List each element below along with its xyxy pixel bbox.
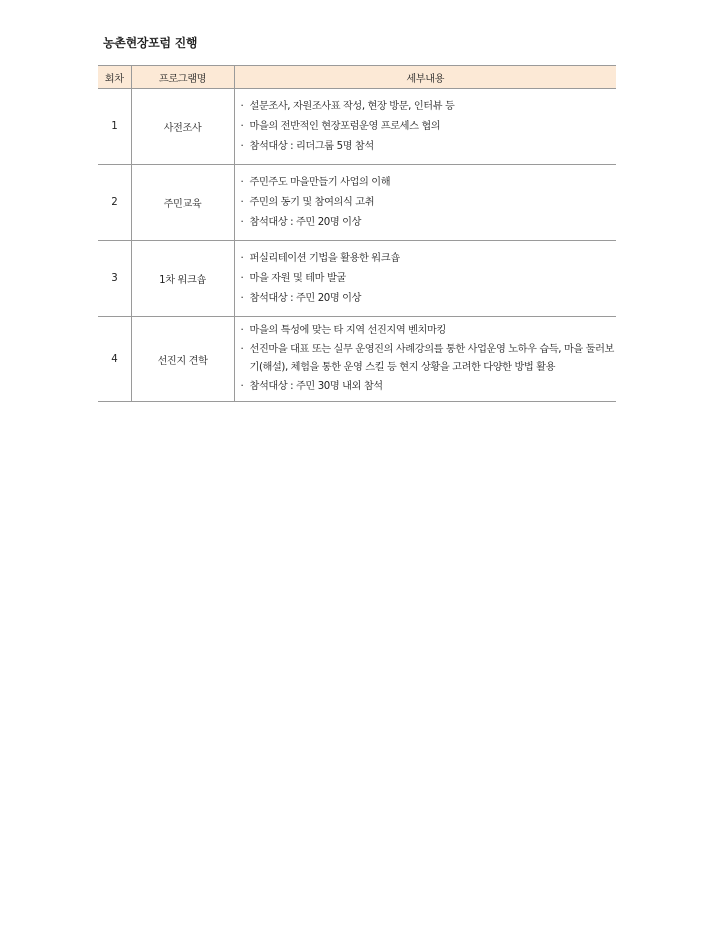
detail-item <box>241 193 617 213</box>
table-row <box>98 241 616 317</box>
detail-text: 주민의 동기 및 참여의식 고취 <box>249 196 375 208</box>
details-cell <box>234 241 616 317</box>
detail-item <box>241 173 617 193</box>
bullet-mark: · <box>240 381 244 392</box>
program-name: 선진지 견학 <box>131 317 234 402</box>
header-program: 프로그램명 <box>131 66 234 89</box>
details-list <box>235 93 617 161</box>
table-row <box>98 89 616 165</box>
bullet-mark: · <box>240 292 244 304</box>
detail-item <box>241 213 617 233</box>
header-details: 세부내용 <box>234 66 616 89</box>
details-cell <box>234 165 616 241</box>
bullet-mark: · <box>240 100 244 112</box>
detail-text: 마을의 전반적인 현장포럼운영 프로세스 협의 <box>249 120 441 132</box>
bullet-mark: · <box>240 120 244 132</box>
table-row <box>98 317 616 402</box>
header-session: 회차 <box>98 66 131 89</box>
bullet-mark: · <box>240 325 244 336</box>
detail-item <box>241 269 617 289</box>
details-list <box>235 169 617 237</box>
session-number: 1 <box>98 89 131 165</box>
details-list <box>235 317 617 401</box>
forum-schedule-table <box>98 65 616 402</box>
program-name: 1차 워크숍 <box>131 241 234 317</box>
document-title: 농촌현장포럼 진행 <box>103 36 198 50</box>
details-cell <box>234 89 616 165</box>
detail-item <box>241 377 617 397</box>
table-header-row <box>98 66 616 89</box>
detail-text: 참석대상 : 주민 20명 이상 <box>249 292 362 304</box>
detail-item <box>241 341 617 377</box>
session-number: 3 <box>98 241 131 317</box>
table-row <box>98 165 616 241</box>
detail-text: 참석대상 : 주민 20명 이상 <box>249 216 362 228</box>
bullet-mark: · <box>240 140 244 152</box>
detail-text: 마을 자원 및 테마 발굴 <box>249 272 346 284</box>
detail-item <box>241 117 617 137</box>
bullet-mark: · <box>240 344 244 355</box>
bullet-mark: · <box>240 196 244 208</box>
details-cell <box>234 317 616 402</box>
details-list <box>235 245 617 313</box>
bullet-mark: · <box>240 252 244 264</box>
session-number: 4 <box>98 317 131 402</box>
bullet-mark: · <box>240 272 244 284</box>
detail-text: 마을의 특성에 맞는 타 지역 선진지역 벤치마킹 <box>249 325 446 336</box>
detail-item <box>241 97 617 117</box>
detail-text: 선진마을 대표 또는 실무 운영진의 사례강의를 통한 사업운영 노하우 습득, 마을 둘러보기(해설), 체험을 통한 운영 스킬 등 현지 상황을 고려한 다양한 방법 활용 <box>249 344 614 373</box>
detail-text: 퍼실리테이션 기법을 활용한 워크숍 <box>249 252 400 264</box>
detail-item <box>241 249 617 269</box>
program-name: 사전조사 <box>131 89 234 165</box>
detail-text: 주민주도 마을만들기 사업의 이해 <box>249 176 391 188</box>
detail-item <box>241 321 617 341</box>
session-number: 2 <box>98 165 131 241</box>
bullet-mark: · <box>240 176 244 188</box>
bullet-mark: · <box>240 216 244 228</box>
detail-text: 참석대상 : 리더그룹 5명 참석 <box>249 140 374 152</box>
program-name: 주민교육 <box>131 165 234 241</box>
detail-text: 참석대상 : 주민 30명 내외 참석 <box>249 381 383 392</box>
detail-item <box>241 289 617 309</box>
detail-text: 설문조사, 자원조사표 작성, 현장 방문, 인터뷰 등 <box>249 100 455 112</box>
detail-item <box>241 137 617 157</box>
